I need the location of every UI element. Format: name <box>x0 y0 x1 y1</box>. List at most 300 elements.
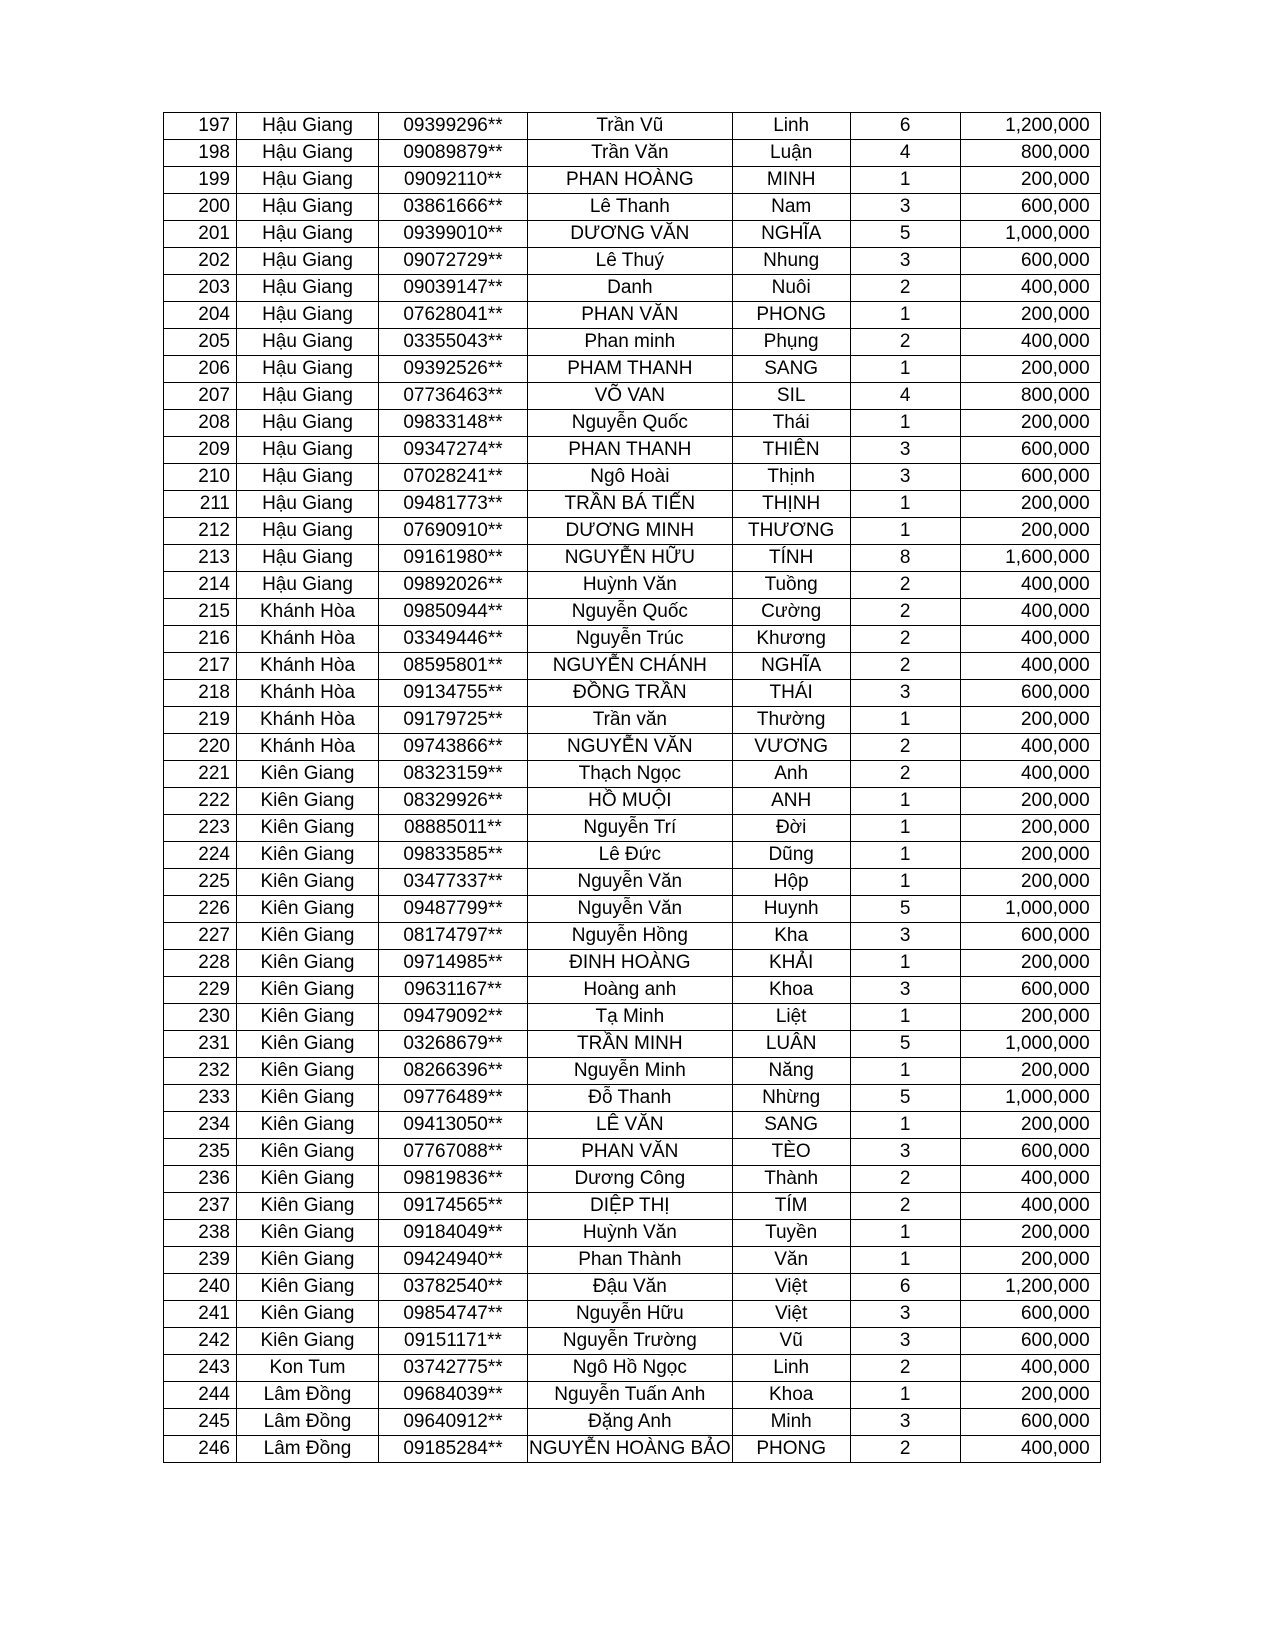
table-row <box>164 1004 1101 1031</box>
first-name-cell: THÁI <box>732 680 850 707</box>
last-middle-name-cell: LÊ VĂN <box>528 1112 733 1139</box>
row-number-cell: 197 <box>164 113 237 140</box>
quantity-cell: 3 <box>850 1328 960 1355</box>
first-name-cell: Phụng <box>732 329 850 356</box>
phone-cell: 09743866** <box>379 734 528 761</box>
row-number-cell: 242 <box>164 1328 237 1355</box>
first-name-cell: Thịnh <box>732 464 850 491</box>
amount-cell: 400,000 <box>960 329 1100 356</box>
amount-cell: 1,000,000 <box>960 896 1100 923</box>
table-row <box>164 680 1101 707</box>
first-name-cell: Minh <box>732 1409 850 1436</box>
phone-cell: 09184049** <box>379 1220 528 1247</box>
table-row <box>164 1031 1101 1058</box>
phone-cell: 03742775** <box>379 1355 528 1382</box>
first-name-cell: Thành <box>732 1166 850 1193</box>
quantity-cell: 5 <box>850 221 960 248</box>
amount-cell: 1,000,000 <box>960 1085 1100 1112</box>
row-number-cell: 228 <box>164 950 237 977</box>
first-name-cell: TÍM <box>732 1193 850 1220</box>
last-middle-name-cell: Đậu Văn <box>528 1274 733 1301</box>
table-row <box>164 1409 1101 1436</box>
phone-cell: 09684039** <box>379 1382 528 1409</box>
last-middle-name-cell: Phan Thành <box>528 1247 733 1274</box>
province-cell: Kiên Giang <box>237 1004 379 1031</box>
amount-cell: 600,000 <box>960 923 1100 950</box>
province-cell: Hậu Giang <box>237 302 379 329</box>
quantity-cell: 3 <box>850 680 960 707</box>
quantity-cell: 2 <box>850 734 960 761</box>
first-name-cell: Đời <box>732 815 850 842</box>
table-row <box>164 464 1101 491</box>
last-middle-name-cell: NGUYỄN HỮU <box>528 545 733 572</box>
row-number-cell: 201 <box>164 221 237 248</box>
quantity-cell: 2 <box>850 653 960 680</box>
province-cell: Lâm Đồng <box>237 1382 379 1409</box>
quantity-cell: 1 <box>850 1220 960 1247</box>
amount-cell: 400,000 <box>960 626 1100 653</box>
quantity-cell: 2 <box>850 1355 960 1382</box>
amount-cell: 200,000 <box>960 842 1100 869</box>
quantity-cell: 3 <box>850 1301 960 1328</box>
quantity-cell: 1 <box>850 518 960 545</box>
last-middle-name-cell: Nguyễn Minh <box>528 1058 733 1085</box>
last-middle-name-cell: Lê Thanh <box>528 194 733 221</box>
quantity-cell: 2 <box>850 1193 960 1220</box>
table-row <box>164 1328 1101 1355</box>
first-name-cell: Nam <box>732 194 850 221</box>
quantity-cell: 3 <box>850 248 960 275</box>
first-name-cell: THƯƠNG <box>732 518 850 545</box>
row-number-cell: 239 <box>164 1247 237 1274</box>
phone-cell: 09151171** <box>379 1328 528 1355</box>
first-name-cell: Luận <box>732 140 850 167</box>
first-name-cell: Hộp <box>732 869 850 896</box>
phone-cell: 09174565** <box>379 1193 528 1220</box>
province-cell: Kiên Giang <box>237 842 379 869</box>
amount-cell: 600,000 <box>960 464 1100 491</box>
last-middle-name-cell: VÕ VAN <box>528 383 733 410</box>
province-cell: Hậu Giang <box>237 167 379 194</box>
table-row <box>164 734 1101 761</box>
first-name-cell: VƯƠNG <box>732 734 850 761</box>
first-name-cell: Tuyền <box>732 1220 850 1247</box>
row-number-cell: 233 <box>164 1085 237 1112</box>
last-middle-name-cell: Lê Đức <box>528 842 733 869</box>
province-cell: Kiên Giang <box>237 761 379 788</box>
province-cell: Kiên Giang <box>237 1085 379 1112</box>
province-cell: Hậu Giang <box>237 329 379 356</box>
quantity-cell: 1 <box>850 842 960 869</box>
row-number-cell: 219 <box>164 707 237 734</box>
province-cell: Kiên Giang <box>237 1112 379 1139</box>
amount-cell: 200,000 <box>960 1382 1100 1409</box>
table-row <box>164 275 1101 302</box>
quantity-cell: 1 <box>850 869 960 896</box>
amount-cell: 200,000 <box>960 518 1100 545</box>
row-number-cell: 221 <box>164 761 237 788</box>
amount-cell: 400,000 <box>960 275 1100 302</box>
table-row <box>164 1247 1101 1274</box>
quantity-cell: 1 <box>850 1058 960 1085</box>
table-row <box>164 1139 1101 1166</box>
province-cell: Khánh Hòa <box>237 680 379 707</box>
quantity-cell: 5 <box>850 896 960 923</box>
first-name-cell: Cường <box>732 599 850 626</box>
last-middle-name-cell: Nguyễn Quốc <box>528 410 733 437</box>
amount-cell: 200,000 <box>960 1112 1100 1139</box>
last-middle-name-cell: Phan minh <box>528 329 733 356</box>
phone-cell: 09399296** <box>379 113 528 140</box>
row-number-cell: 246 <box>164 1436 237 1463</box>
quantity-cell: 8 <box>850 545 960 572</box>
amount-cell: 800,000 <box>960 383 1100 410</box>
table-row <box>164 356 1101 383</box>
amount-cell: 1,200,000 <box>960 113 1100 140</box>
province-cell: Khánh Hòa <box>237 707 379 734</box>
amount-cell: 600,000 <box>960 437 1100 464</box>
phone-cell: 03782540** <box>379 1274 528 1301</box>
table-row <box>164 950 1101 977</box>
last-middle-name-cell: Nguyễn Văn <box>528 896 733 923</box>
phone-cell: 07028241** <box>379 464 528 491</box>
amount-cell: 400,000 <box>960 1193 1100 1220</box>
last-middle-name-cell: Trần văn <box>528 707 733 734</box>
amount-cell: 200,000 <box>960 1247 1100 1274</box>
last-middle-name-cell: ĐINH HOÀNG <box>528 950 733 977</box>
province-cell: Hậu Giang <box>237 140 379 167</box>
first-name-cell: ANH <box>732 788 850 815</box>
phone-cell: 03477337** <box>379 869 528 896</box>
row-number-cell: 199 <box>164 167 237 194</box>
first-name-cell: MINH <box>732 167 850 194</box>
amount-cell: 200,000 <box>960 1004 1100 1031</box>
first-name-cell: Khương <box>732 626 850 653</box>
province-cell: Kiên Giang <box>237 1274 379 1301</box>
table-row <box>164 1274 1101 1301</box>
table-row <box>164 1436 1101 1463</box>
first-name-cell: LUÂN <box>732 1031 850 1058</box>
first-name-cell: Kha <box>732 923 850 950</box>
province-cell: Kiên Giang <box>237 1193 379 1220</box>
first-name-cell: Năng <box>732 1058 850 1085</box>
province-cell: Hậu Giang <box>237 383 379 410</box>
phone-cell: 09185284** <box>379 1436 528 1463</box>
table-row <box>164 1058 1101 1085</box>
province-cell: Hậu Giang <box>237 410 379 437</box>
province-cell: Hậu Giang <box>237 437 379 464</box>
quantity-cell: 2 <box>850 275 960 302</box>
province-cell: Hậu Giang <box>237 491 379 518</box>
last-middle-name-cell: Trần Vũ <box>528 113 733 140</box>
table-row <box>164 437 1101 464</box>
province-cell: Kiên Giang <box>237 950 379 977</box>
first-name-cell: Linh <box>732 113 850 140</box>
table-row <box>164 1112 1101 1139</box>
first-name-cell: Tuồng <box>732 572 850 599</box>
table-row <box>164 167 1101 194</box>
quantity-cell: 1 <box>850 302 960 329</box>
quantity-cell: 1 <box>850 788 960 815</box>
row-number-cell: 207 <box>164 383 237 410</box>
table-row <box>164 1355 1101 1382</box>
phone-cell: 09413050** <box>379 1112 528 1139</box>
phone-cell: 07767088** <box>379 1139 528 1166</box>
last-middle-name-cell: Thạch Ngọc <box>528 761 733 788</box>
row-number-cell: 209 <box>164 437 237 464</box>
quantity-cell: 2 <box>850 1166 960 1193</box>
last-middle-name-cell: Hoàng anh <box>528 977 733 1004</box>
quantity-cell: 1 <box>850 1382 960 1409</box>
last-middle-name-cell: Ngô Hồ Ngọc <box>528 1355 733 1382</box>
row-number-cell: 235 <box>164 1139 237 1166</box>
first-name-cell: SANG <box>732 356 850 383</box>
table-row <box>164 302 1101 329</box>
row-number-cell: 217 <box>164 653 237 680</box>
province-cell: Hậu Giang <box>237 464 379 491</box>
amount-cell: 1,000,000 <box>960 1031 1100 1058</box>
province-cell: Lâm Đồng <box>237 1409 379 1436</box>
table-row <box>164 788 1101 815</box>
amount-cell: 600,000 <box>960 194 1100 221</box>
table-row <box>164 815 1101 842</box>
recipient-table <box>163 112 1101 1463</box>
amount-cell: 600,000 <box>960 977 1100 1004</box>
phone-cell: 09092110** <box>379 167 528 194</box>
table-row <box>164 599 1101 626</box>
quantity-cell: 2 <box>850 329 960 356</box>
amount-cell: 200,000 <box>960 167 1100 194</box>
row-number-cell: 244 <box>164 1382 237 1409</box>
first-name-cell: Dũng <box>732 842 850 869</box>
quantity-cell: 5 <box>850 1085 960 1112</box>
row-number-cell: 216 <box>164 626 237 653</box>
row-number-cell: 215 <box>164 599 237 626</box>
quantity-cell: 1 <box>850 950 960 977</box>
last-middle-name-cell: Nguyễn Trí <box>528 815 733 842</box>
quantity-cell: 4 <box>850 383 960 410</box>
table-row <box>164 491 1101 518</box>
quantity-cell: 1 <box>850 707 960 734</box>
phone-cell: 09819836** <box>379 1166 528 1193</box>
quantity-cell: 4 <box>850 140 960 167</box>
amount-cell: 200,000 <box>960 950 1100 977</box>
last-middle-name-cell: DƯƠNG VĂN <box>528 221 733 248</box>
last-middle-name-cell: Đỗ Thanh <box>528 1085 733 1112</box>
table-row <box>164 923 1101 950</box>
province-cell: Kiên Giang <box>237 1328 379 1355</box>
last-middle-name-cell: Huỳnh Văn <box>528 1220 733 1247</box>
phone-cell: 07736463** <box>379 383 528 410</box>
row-number-cell: 223 <box>164 815 237 842</box>
phone-cell: 03355043** <box>379 329 528 356</box>
last-middle-name-cell: Nguyễn Trúc <box>528 626 733 653</box>
quantity-cell: 3 <box>850 1139 960 1166</box>
row-number-cell: 236 <box>164 1166 237 1193</box>
table-row <box>164 977 1101 1004</box>
table-row <box>164 518 1101 545</box>
quantity-cell: 3 <box>850 923 960 950</box>
last-middle-name-cell: PHAN HOÀNG <box>528 167 733 194</box>
first-name-cell: Liệt <box>732 1004 850 1031</box>
amount-cell: 400,000 <box>960 1436 1100 1463</box>
row-number-cell: 234 <box>164 1112 237 1139</box>
first-name-cell: NGHĨA <box>732 653 850 680</box>
table-row <box>164 248 1101 275</box>
table-row <box>164 1220 1101 1247</box>
quantity-cell: 1 <box>850 1004 960 1031</box>
last-middle-name-cell: NGUYỄN HOÀNG BẢO <box>528 1436 733 1463</box>
amount-cell: 400,000 <box>960 599 1100 626</box>
province-cell: Kiên Giang <box>237 1220 379 1247</box>
row-number-cell: 231 <box>164 1031 237 1058</box>
amount-cell: 200,000 <box>960 815 1100 842</box>
phone-cell: 03349446** <box>379 626 528 653</box>
last-middle-name-cell: Đặng Anh <box>528 1409 733 1436</box>
first-name-cell: TÍNH <box>732 545 850 572</box>
amount-cell: 600,000 <box>960 1301 1100 1328</box>
quantity-cell: 1 <box>850 491 960 518</box>
table-row <box>164 1382 1101 1409</box>
province-cell: Kiên Giang <box>237 1301 379 1328</box>
phone-cell: 09640912** <box>379 1409 528 1436</box>
phone-cell: 09072729** <box>379 248 528 275</box>
last-middle-name-cell: Ngô Hoài <box>528 464 733 491</box>
phone-cell: 08266396** <box>379 1058 528 1085</box>
phone-cell: 08174797** <box>379 923 528 950</box>
first-name-cell: Nhung <box>732 248 850 275</box>
amount-cell: 400,000 <box>960 761 1100 788</box>
province-cell: Khánh Hòa <box>237 734 379 761</box>
amount-cell: 200,000 <box>960 491 1100 518</box>
province-cell: Hậu Giang <box>237 275 379 302</box>
province-cell: Hậu Giang <box>237 248 379 275</box>
first-name-cell: NGHĨA <box>732 221 850 248</box>
last-middle-name-cell: PHAN VĂN <box>528 1139 733 1166</box>
first-name-cell: Khoa <box>732 977 850 1004</box>
phone-cell: 09850944** <box>379 599 528 626</box>
row-number-cell: 226 <box>164 896 237 923</box>
phone-cell: 03861666** <box>379 194 528 221</box>
last-middle-name-cell: Huỳnh Văn <box>528 572 733 599</box>
table-row <box>164 221 1101 248</box>
phone-cell: 09479092** <box>379 1004 528 1031</box>
row-number-cell: 198 <box>164 140 237 167</box>
phone-cell: 09039147** <box>379 275 528 302</box>
row-number-cell: 211 <box>164 491 237 518</box>
row-number-cell: 212 <box>164 518 237 545</box>
table-row <box>164 842 1101 869</box>
quantity-cell: 1 <box>850 1112 960 1139</box>
first-name-cell: Nhừng <box>732 1085 850 1112</box>
first-name-cell: PHONG <box>732 1436 850 1463</box>
first-name-cell: Việt <box>732 1274 850 1301</box>
last-middle-name-cell: Nguyễn Hữu <box>528 1301 733 1328</box>
province-cell: Hậu Giang <box>237 194 379 221</box>
phone-cell: 09776489** <box>379 1085 528 1112</box>
province-cell: Hậu Giang <box>237 545 379 572</box>
table-row <box>164 896 1101 923</box>
province-cell: Khánh Hòa <box>237 653 379 680</box>
province-cell: Kiên Giang <box>237 1139 379 1166</box>
row-number-cell: 230 <box>164 1004 237 1031</box>
row-number-cell: 208 <box>164 410 237 437</box>
first-name-cell: Khoa <box>732 1382 850 1409</box>
phone-cell: 09399010** <box>379 221 528 248</box>
row-number-cell: 243 <box>164 1355 237 1382</box>
row-number-cell: 227 <box>164 923 237 950</box>
table-row <box>164 626 1101 653</box>
amount-cell: 400,000 <box>960 1166 1100 1193</box>
province-cell: Kiên Giang <box>237 1031 379 1058</box>
last-middle-name-cell: Danh <box>528 275 733 302</box>
province-cell: Kiên Giang <box>237 1247 379 1274</box>
quantity-cell: 3 <box>850 437 960 464</box>
quantity-cell: 1 <box>850 1247 960 1274</box>
quantity-cell: 2 <box>850 761 960 788</box>
phone-cell: 07690910** <box>379 518 528 545</box>
row-number-cell: 232 <box>164 1058 237 1085</box>
row-number-cell: 225 <box>164 869 237 896</box>
province-cell: Kiên Giang <box>237 1058 379 1085</box>
table-row <box>164 545 1101 572</box>
phone-cell: 09833148** <box>379 410 528 437</box>
quantity-cell: 3 <box>850 194 960 221</box>
row-number-cell: 203 <box>164 275 237 302</box>
quantity-cell: 1 <box>850 815 960 842</box>
row-number-cell: 200 <box>164 194 237 221</box>
first-name-cell: Thường <box>732 707 850 734</box>
last-middle-name-cell: Nguyễn Hồng <box>528 923 733 950</box>
amount-cell: 200,000 <box>960 410 1100 437</box>
table-row <box>164 410 1101 437</box>
amount-cell: 600,000 <box>960 1139 1100 1166</box>
phone-cell: 09424940** <box>379 1247 528 1274</box>
row-number-cell: 245 <box>164 1409 237 1436</box>
quantity-cell: 6 <box>850 113 960 140</box>
phone-cell: 09161980** <box>379 545 528 572</box>
phone-cell: 09487799** <box>379 896 528 923</box>
last-middle-name-cell: NGUYỄN CHÁNH <box>528 653 733 680</box>
province-cell: Hậu Giang <box>237 572 379 599</box>
phone-cell: 09714985** <box>379 950 528 977</box>
row-number-cell: 206 <box>164 356 237 383</box>
amount-cell: 1,200,000 <box>960 1274 1100 1301</box>
first-name-cell: SIL <box>732 383 850 410</box>
table-row <box>164 869 1101 896</box>
quantity-cell: 6 <box>850 1274 960 1301</box>
row-number-cell: 229 <box>164 977 237 1004</box>
phone-cell: 08885011** <box>379 815 528 842</box>
table-row <box>164 653 1101 680</box>
province-cell: Kiên Giang <box>237 923 379 950</box>
quantity-cell: 1 <box>850 167 960 194</box>
table-row <box>164 383 1101 410</box>
province-cell: Kiên Giang <box>237 977 379 1004</box>
first-name-cell: Thái <box>732 410 850 437</box>
last-middle-name-cell: PHAN VĂN <box>528 302 733 329</box>
amount-cell: 400,000 <box>960 653 1100 680</box>
phone-cell: 09089879** <box>379 140 528 167</box>
phone-cell: 09631167** <box>379 977 528 1004</box>
province-cell: Khánh Hòa <box>237 599 379 626</box>
phone-cell: 09347274** <box>379 437 528 464</box>
table-row <box>164 1085 1101 1112</box>
province-cell: Kiên Giang <box>237 1166 379 1193</box>
province-cell: Kiên Giang <box>237 896 379 923</box>
amount-cell: 600,000 <box>960 680 1100 707</box>
province-cell: Kon Tum <box>237 1355 379 1382</box>
